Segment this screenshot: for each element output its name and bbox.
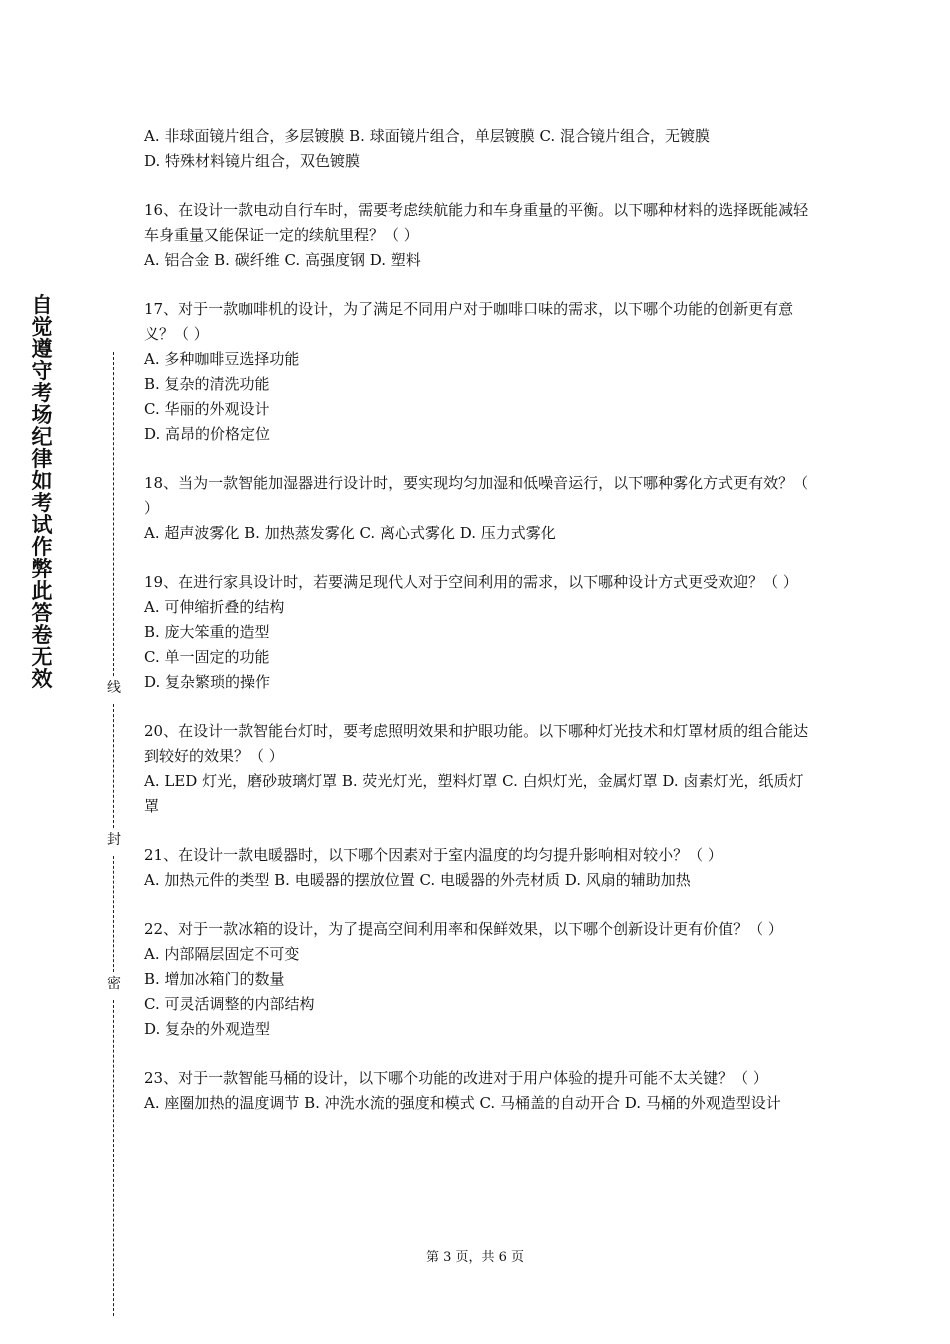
question-options: D. 复杂繁琐的操作 (144, 673, 271, 691)
question-list (144, 124, 812, 1140)
seal-line-middle (113, 704, 114, 828)
question-options: B. 复杂的清洗功能 (144, 375, 270, 393)
question (144, 917, 812, 1042)
question (144, 843, 812, 893)
question (144, 471, 812, 546)
question-options: D. 特殊材料镜片组合，双色镀膜 (144, 152, 361, 170)
seal-line-top (113, 352, 114, 676)
question-options: A. 多种咖啡豆选择功能 (144, 350, 300, 368)
question-options: A. 铝合金 B. 碳纤维 C. 高强度钢 D. 塑料 (144, 251, 421, 269)
question (144, 570, 812, 695)
seal-mark-line: 线 (107, 680, 121, 696)
question-stem: 21、在设计一款电暖器时，以下哪个因素对于室内温度的均匀提升影响相对较小？（ ） (144, 846, 723, 864)
question-stem: 23、对于一款智能马桶的设计，以下哪个功能的改进对于用户体验的提升可能不太关键？（ ） (144, 1069, 768, 1087)
question (144, 124, 812, 174)
integrity-notice: 自觉遵守考场纪律如考试作弊此答卷无效 (31, 293, 53, 691)
question-options: C. 单一固定的功能 (144, 648, 270, 666)
question-options: D. 复杂的外观造型 (144, 1020, 271, 1038)
question-options: C. 华丽的外观设计 (144, 400, 270, 418)
question-options: A. 非球面镜片组合，多层镀膜 B. 球面镜片组合，单层镀膜 C. 混合镜片组合，无镀膜 (144, 127, 710, 145)
question-options: B. 增加冰箱门的数量 (144, 970, 285, 988)
question (144, 198, 812, 273)
seal-mark-secret: 密 (107, 976, 121, 992)
question-options: B. 庞大笨重的造型 (144, 623, 270, 641)
seal-line-bottom (113, 1000, 114, 1316)
page-number: 第 3 页，共 6 页 (425, 1250, 525, 1265)
question-stem: 18、当为一款智能加湿器进行设计时，要实现均匀加湿和低噪音运行，以下哪种雾化方式更有效？（ ） (144, 474, 809, 517)
question-stem: 17、对于一款咖啡机的设计，为了满足不同用户对于咖啡口味的需求，以下哪个功能的创新更有意义？（ ） (144, 300, 794, 343)
question (144, 1066, 812, 1116)
question-options: D. 高昂的价格定位 (144, 425, 271, 443)
question-stem: 20、在设计一款智能台灯时，要考虑照明效果和护眼功能。以下哪种灯光技术和灯罩材质的组合能达到较好的效果？（ ） (144, 722, 809, 765)
seal-mark-seal: 封 (107, 832, 121, 848)
question-options: A. 内部隔层固定不可变 (144, 945, 300, 963)
question-options: C. 可灵活调整的内部结构 (144, 995, 315, 1013)
question-options: A. LED 灯光，磨砂玻璃灯罩 B. 荧光灯光，塑料灯罩 C. 白炽灯光，金属灯罩 D. 卤素灯光，纸质灯罩 (144, 772, 804, 815)
question-stem: 19、在进行家具设计时，若要满足现代人对于空间利用的需求，以下哪种设计方式更受欢迎？（ ） (144, 573, 798, 591)
question-stem: 16、在设计一款电动自行车时，需要考虑续航能力和车身重量的平衡。以下哪种材料的选择既能减轻车身重量又能保证一定的续航里程？（ ） (144, 201, 809, 244)
question (144, 719, 812, 819)
seal-line-lower (113, 856, 114, 972)
question-options: A. 座圈加热的温度调节 B. 冲洗水流的强度和模式 C. 马桶盖的自动开合 D. 马桶的外观造型设计 (144, 1094, 781, 1112)
question (144, 297, 812, 447)
question-options: A. 加热元件的类型 B. 电暖器的摆放位置 C. 电暖器的外壳材质 D. 风扇的辅助加热 (144, 871, 691, 889)
question-options: A. 可伸缩折叠的结构 (144, 598, 285, 616)
question-stem: 22、对于一款冰箱的设计，为了提高空间利用率和保鲜效果，以下哪个创新设计更有价值？（ ） (144, 920, 783, 938)
question-options: A. 超声波雾化 B. 加热蒸发雾化 C. 离心式雾化 D. 压力式雾化 (144, 524, 556, 542)
